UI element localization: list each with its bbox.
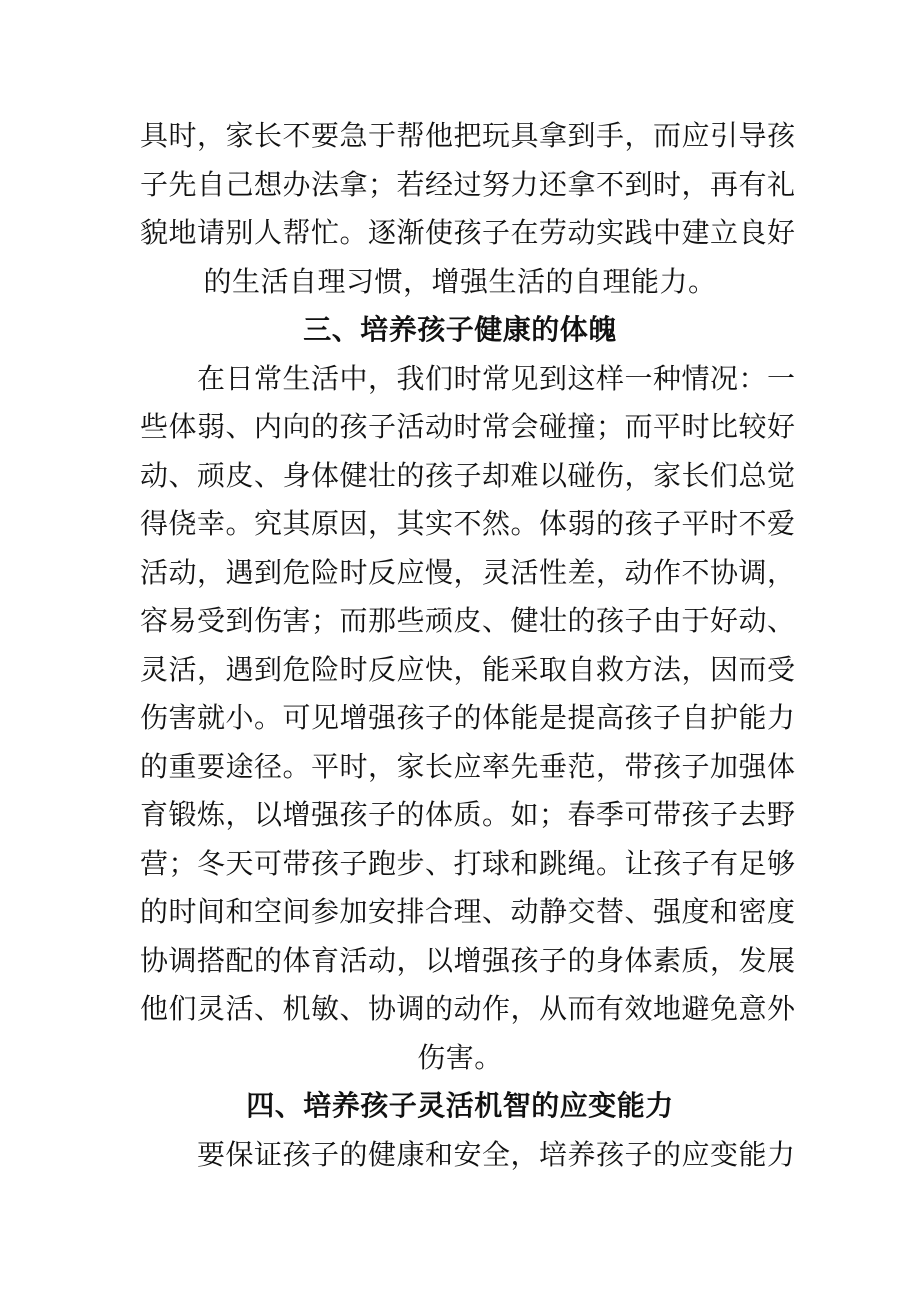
body-text-line: 得侥幸。究其原因，其实不然。体弱的孩子平时不爱 [140,507,796,540]
body-text-line: 子先自己想办法拿；若经过努力还拿不到时，再有礼 [140,168,796,201]
body-text-line: 伤害就小。可见增强孩子的体能是提高孩子自护能力 [140,701,796,734]
body-text-line: 营；冬天可带孩子跑步、打球和跳绳。让孩子有足够 [140,847,796,880]
body-text-line: 容易受到伤害；而那些顽皮、健壮的孩子由于好动、 [140,604,796,637]
body-text-line: 伤害。 [417,1041,503,1074]
section-heading-3: 三、培养孩子健康的体魄 [303,313,617,346]
body-text-line: 的时间和空间参加安排合理、动静交替、强度和密度 [140,895,796,928]
body-text-line: 貌地请别人帮忙。逐渐使孩子在劳动实践中建立良好 [140,216,796,249]
body-text-line: 的重要途径。平时，家长应率先垂范，带孩子加强体 [140,750,796,783]
body-text-line: 在日常生活中，我们时常见到这样一种情况：一 [140,362,796,395]
body-text-line: 育锻炼，以增强孩子的体质。如；春季可带孩子去野 [140,798,796,831]
body-text-line: 灵活，遇到危险时反应快，能采取自救方法，因而受 [140,653,796,686]
body-text-line: 协调搭配的体育活动，以增强孩子的身体素质，发展 [140,944,796,977]
body-text-line: 要保证孩子的健康和安全，培养孩子的应变能力 [140,1138,796,1171]
body-text-line: 动、顽皮、身体健壮的孩子却难以碰伤，家长们总觉 [140,459,796,492]
body-text-line: 具时，家长不要急于帮他把玩具拿到手，而应引导孩 [140,119,796,152]
body-text-line: 活动，遇到危险时反应慢，灵活性差，动作不协调， [140,556,796,589]
body-text-line: 的生活自理习惯，增强生活的自理能力。 [203,265,717,298]
section-heading-4: 四、培养孩子灵活机智的应变能力 [246,1089,674,1122]
body-text-line: 些体弱、内向的孩子活动时常会碰撞；而平时比较好 [140,410,796,443]
body-text-line: 他们灵活、机敏、协调的动作，从而有效地避免意外 [140,992,796,1025]
